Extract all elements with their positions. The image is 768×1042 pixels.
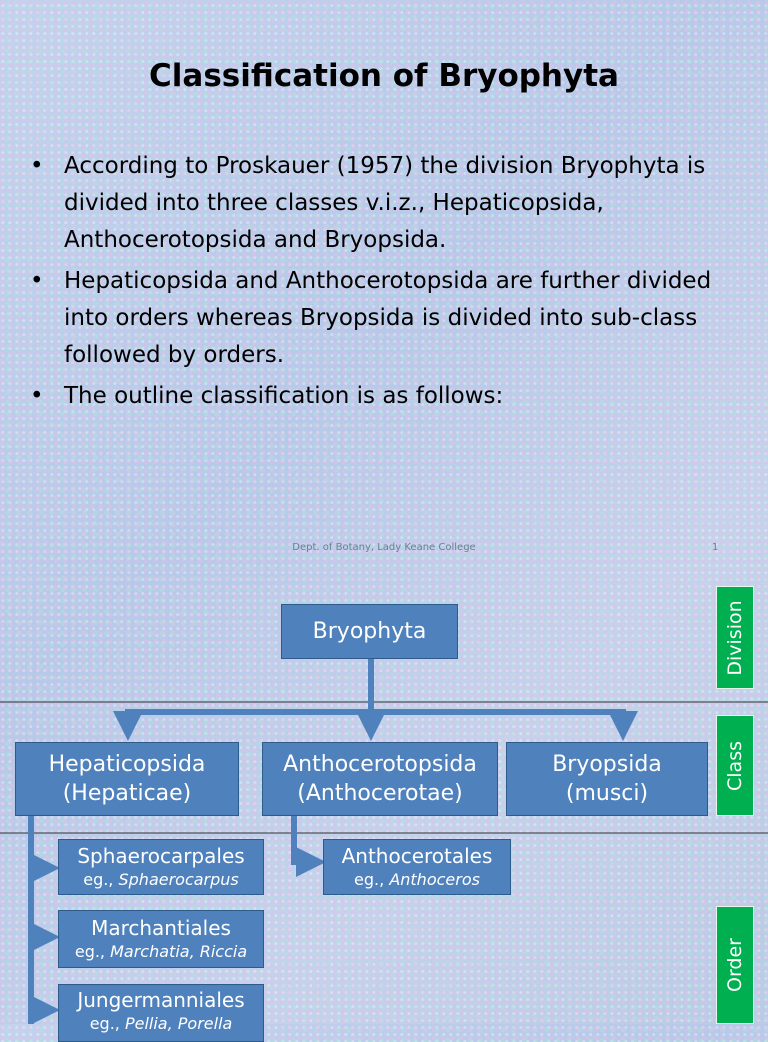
rank-label-class (716, 715, 754, 816)
rank-label-text: Order (724, 938, 746, 992)
order-example: eg., Pellia, Porella (89, 1014, 233, 1033)
class-alt-name: (musci) (565, 781, 649, 806)
class-box-anthocerotopsida (262, 742, 498, 816)
order-name: Marchantiales (91, 916, 231, 940)
bullet-dot: • (30, 153, 44, 179)
bullet-text: Hepaticopsida and Anthocerotopsida are further divided into orders whereas Bryopsida is divided into sub-class followed by orders. (64, 268, 712, 368)
slide-title: Classification of Bryophyta (149, 58, 619, 94)
order-box-anthocerotales (323, 839, 511, 895)
bullet-text: The outline classification is as follows: (64, 383, 504, 409)
class-name: Anthocerotopsida (283, 752, 477, 777)
division-box-bryophyta (281, 604, 458, 659)
order-name: Jungermanniales (77, 988, 245, 1012)
order-example: eg., Sphaerocarpus (83, 870, 239, 889)
division-to-class-connector (128, 659, 623, 729)
order-name: Sphaerocarpales (77, 844, 245, 868)
footer-department: Dept. of Botany, Lady Keane College (292, 542, 476, 553)
order-box-jungermanniales (58, 984, 264, 1042)
order-example: eg., Anthoceros (354, 870, 480, 889)
order-box-marchantiales (58, 910, 264, 968)
order-example: eg., Marchatia, Riccia (74, 942, 248, 961)
class-box-hepaticopsida (15, 742, 239, 816)
class-alt-name: (Anthocerotae) (297, 781, 463, 806)
bullet-dot: • (30, 268, 44, 294)
class-name: Hepaticopsida (48, 752, 206, 777)
rank-label-division (716, 586, 754, 689)
division-name: Bryophyta (312, 619, 427, 644)
rank-label-text: Class (724, 740, 746, 791)
order-name: Anthocerotales (341, 844, 493, 868)
bullet-dot: • (30, 383, 44, 409)
class-name: Bryopsida (552, 752, 662, 777)
rank-label-text: Division (724, 599, 746, 676)
page-number: 1 (712, 542, 719, 553)
class-box-bryopsida (506, 742, 708, 816)
bullet-text: According to Proskauer (1957) the division Bryophyta is divided into three classes v.i.z., Hepaticopsida, Anthocerotopsida and Bryopsida. (64, 153, 706, 253)
order-box-sphaerocarpales (58, 839, 264, 895)
class-alt-name: (Hepaticae) (62, 781, 192, 806)
rank-label-order (716, 906, 754, 1024)
